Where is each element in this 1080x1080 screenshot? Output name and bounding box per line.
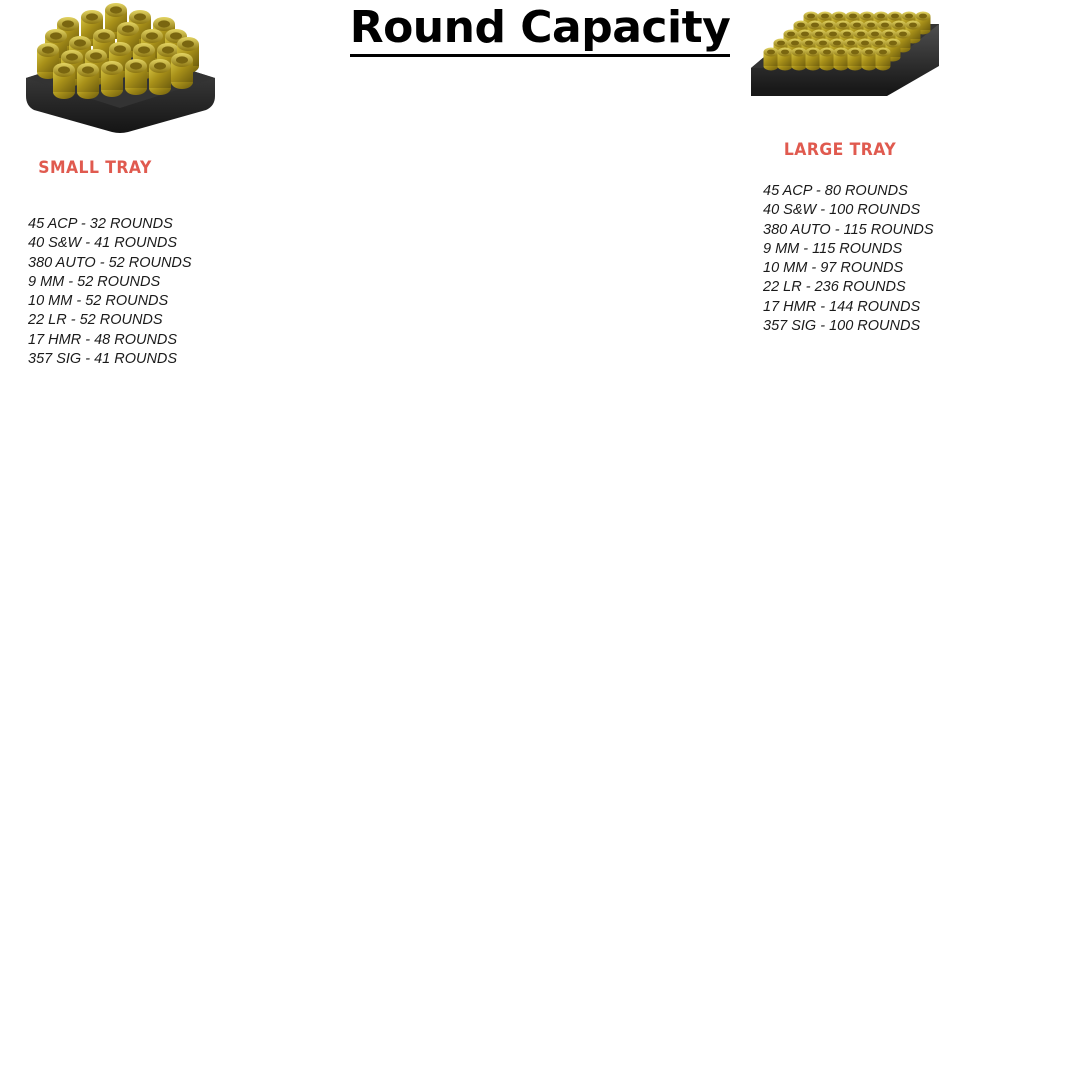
small-tray-section [10,0,240,369]
large-ammo-tray-image [745,0,1075,120]
list-item: 17 HMR - 48 ROUNDS [28,331,178,348]
page-title-text: Round Capacity [350,4,731,57]
list-item: 40 S&W - 41 ROUNDS [28,235,178,252]
large-tray-round-list [763,182,1075,336]
small-tray-label: SMALL TRAY [38,158,152,178]
list-item: 380 AUTO - 115 ROUNDS [763,221,934,238]
list-item: 9 MM - 115 ROUNDS [763,240,903,257]
large-tray-section [745,0,1075,336]
list-item: 40 S&W - 100 ROUNDS [763,202,921,219]
list-item: 45 ACP - 32 ROUNDS [28,216,173,232]
list-item: 17 HMR - 144 ROUNDS [763,298,921,315]
small-tray-illustration [10,0,230,140]
list-item: 22 LR - 52 ROUNDS [28,312,163,329]
large-tray-illustration [745,0,945,120]
list-item: 380 AUTO - 52 ROUNDS [28,254,192,271]
list-item: 357 SIG - 100 ROUNDS [763,318,921,335]
small-ammo-tray-image [10,0,240,140]
list-item: 357 SIG - 41 ROUNDS [28,351,178,368]
list-item: 9 MM - 52 ROUNDS [28,273,161,290]
list-item: 22 LR - 236 ROUNDS [763,279,906,296]
list-item: 10 MM - 52 ROUNDS [28,293,169,310]
list-item: 10 MM - 97 ROUNDS [763,260,904,277]
small-tray-round-list [28,215,240,369]
list-item: 45 ACP - 80 ROUNDS [763,183,908,199]
large-tray-label: LARGE TRAY [783,140,897,160]
